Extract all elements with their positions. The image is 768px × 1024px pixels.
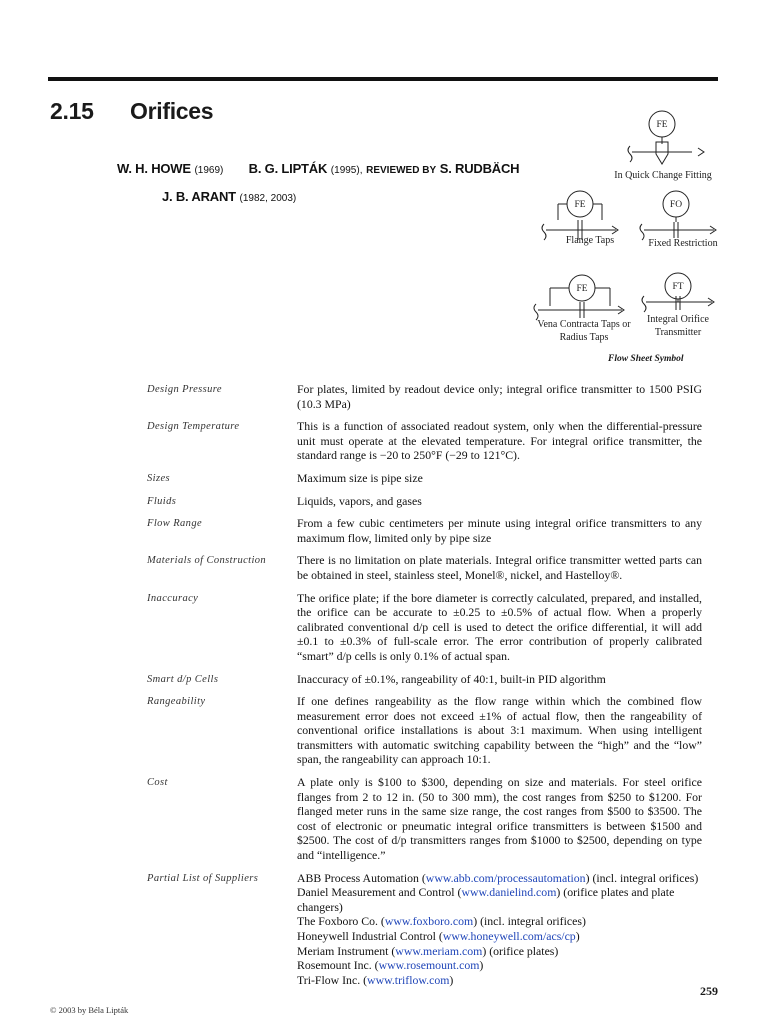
spec-label: Inaccuracy (147, 592, 199, 604)
spec-label: Smart d/p Cells (147, 673, 219, 685)
supplier-link[interactable]: www.honeywell.com/acs/cp (442, 929, 576, 943)
supplier-name: Tri-Flow Inc. (297, 972, 361, 987)
section-title (50, 98, 213, 125)
quick-change-fitting-symbol (628, 111, 704, 164)
supplier-name: Honeywell Industrial Control (297, 929, 436, 943)
symbol-tag: FO (669, 200, 683, 210)
supplier-note: (incl. integral orifices) (480, 914, 586, 929)
flow-sheet-symbols (530, 108, 730, 373)
supplier-item: Meriam Instrument (www.meriam.com) (orifice plates) (297, 943, 559, 958)
spec-label: Sizes (147, 472, 170, 484)
authors-block (117, 156, 519, 212)
author-year: (1982, 2003) (239, 193, 297, 204)
author-name: B. G. LIPTÁK (248, 161, 328, 176)
supplier-link[interactable]: www.triflow.com (367, 972, 450, 987)
supplier-item: Tri-Flow Inc. (www.triflow.com) (297, 972, 454, 987)
spec-text: Liquids, vapors, and gases (297, 493, 422, 508)
spec-row-smart-cells (147, 672, 702, 687)
spec-text: This is a function of associated readout system, only when the differential-pressure unit must operate at the elevated temperature. For integral orifice transmitter, the standard range is −20 to 250°F (−29 to 121°C). (297, 419, 702, 463)
spec-row-design-pressure (147, 382, 702, 411)
symbol-label: Integral Orifice Transmitter (647, 314, 709, 338)
vena-contracta-taps-symbol (534, 275, 624, 320)
supplier-link[interactable]: www.danielind.com (461, 885, 557, 900)
top-rule (48, 77, 718, 81)
supplier-item: Rosemount Inc. (www.rosemount.com) (297, 958, 484, 973)
symbol-tag: FE (574, 200, 586, 210)
fixed-restriction-symbol (640, 191, 716, 240)
spec-text: For plates, limited by readout device only; integral orifice transmitter to 1500 PSIG (10.3 MPa) (297, 382, 702, 411)
supplier-item: Daniel Measurement and Control (www.danielind.com) (orifice plates and plate changers) (297, 885, 675, 914)
spec-text: If one defines rangeability as the flow range within which the combined flow measurement error does not exceed ±1% of actual flow, then the rangeability of conventional orifice installations is about 3:1 maximum. When using intelligent transmitters with automatic switching capability between the “high” and the “low” span, the rangeability can approach 10:1. (297, 694, 702, 767)
author-name: J. B. ARANT (162, 189, 236, 204)
supplier-link[interactable]: www.rosemount.com (378, 958, 480, 973)
spec-row-flow-range (147, 516, 702, 545)
supplier-name: ABB Process Automation (297, 870, 419, 885)
spec-label: Flow Range (147, 518, 203, 530)
supplier-list (297, 871, 702, 988)
spec-table (147, 382, 702, 995)
spec-row-cost (147, 775, 702, 863)
supplier-link[interactable]: www.foxboro.com (384, 914, 474, 929)
spec-text: There is no limitation on plate materials. Integral orifice transmitter wetted parts can be obtained in steel, stainless steel, Monel®, nickel, and Hastelloy®. (297, 553, 702, 582)
supplier-link[interactable]: www.abb.com/processautomation (425, 870, 586, 885)
supplier-name: Rosemount Inc. (297, 958, 372, 973)
symbol-tag: FE (656, 120, 668, 130)
supplier-name: Daniel Measurement and Control (297, 885, 455, 900)
supplier-item: ABB Process Automation (www.abb.com/processautomation) (incl. integral orifices) (297, 870, 699, 885)
supplier-note: (incl. integral orifices) (592, 870, 699, 885)
supplier-item: Honeywell Industrial Control (www.honeywell.com/acs/cp) (297, 929, 580, 943)
spec-label: Partial List of Suppliers (147, 872, 259, 884)
supplier-link[interactable]: www.meriam.com (395, 943, 483, 958)
spec-row-inaccuracy (147, 591, 702, 664)
page-number: 259 (700, 984, 718, 998)
spec-text: A plate only is $100 to $300, depending on size and materials. For steel orifice flanges from 2 to 12 in. (50 to 300 mm), the cost ranges from $250 to $1200. For flanged meter runs in the same size range, the cost ranges from $500 to $3500. The cost of electronic or pneumatic integral orifice transmitters is between $1500 and $2500. The cost of d/p transmitters ranges from $1000 to $2500, depending on type and “intelligence.” (297, 775, 702, 863)
reviewed-by-label: REVIEWED BY (366, 165, 437, 176)
spec-row-sizes (147, 471, 702, 486)
spec-text: Inaccuracy of ±0.1%, rangeability of 40:1, built-in PID algorithm (297, 671, 606, 686)
supplier-note: (orifice plates and plate changers) (297, 885, 675, 914)
reviewer-name: S. RUDBÄCH (439, 161, 520, 176)
flange-taps-symbol (542, 191, 618, 240)
spec-label: Fluids (147, 495, 177, 507)
spec-label: Materials of Construction (147, 555, 267, 567)
spec-text: Maximum size is pipe size (297, 470, 423, 485)
spec-row-rangeability (147, 694, 702, 767)
symbol-tag: FT (672, 282, 684, 292)
spec-text: From a few cubic centimeters per minute using integral orifice transmitters to any maximum flow, limited only by pipe size (297, 516, 702, 545)
author-name: W. H. HOWE (117, 161, 191, 176)
supplier-name: Meriam Instrument (297, 943, 389, 958)
spec-text: The orifice plate; if the bore diameter is correctly calculated, prepared, and installed, the orifice can be accurate to ±0.25 to ±0.5% of actual flow. When a properly calibrated conventional d/p cell is used to detect the orifice differential, it will add ±0.1 to ±0.3% of full-scale error. The error contribution of properly calibrated “smart” d/p cells is only 0.1% of actual span. (297, 590, 702, 663)
symbol-label: Fixed Restriction (648, 238, 718, 249)
author-year: (1969) (194, 165, 224, 176)
spec-row-design-temperature (147, 419, 702, 463)
author-year: (1995), (330, 165, 363, 176)
supplier-note: (orifice plates) (489, 943, 559, 958)
spec-label: Rangeability (147, 696, 206, 708)
flow-sheet-symbols-drawing (530, 108, 730, 348)
spec-row-suppliers (147, 871, 702, 988)
spec-row-materials (147, 553, 702, 582)
section-title-text: Orifices (130, 98, 214, 124)
flow-sheet-caption: Flow Sheet Symbol (608, 354, 684, 364)
section-number: 2.15 (50, 98, 94, 124)
supplier-item: The Foxboro Co. (www.foxboro.com) (incl. integral orifices) (297, 914, 586, 929)
symbol-tag: FE (576, 284, 588, 294)
copyright-notice: © 2003 by Béla Lipták (50, 1005, 129, 1015)
symbol-label: In Quick Change Fitting (614, 170, 712, 181)
symbol-label: Flange Taps (565, 235, 615, 246)
symbol-label: Vena Contracta Taps or Radius Taps (537, 319, 631, 343)
spec-label: Cost (147, 777, 168, 789)
authors-line-1 (117, 156, 519, 184)
spec-row-fluids (147, 494, 702, 509)
spec-label: Design Pressure (147, 384, 222, 395)
authors-line-2 (117, 184, 519, 212)
supplier-name: The Foxboro Co. (297, 914, 378, 929)
integral-orifice-transmitter-symbol (642, 273, 714, 312)
spec-label: Design Temperature (147, 421, 240, 433)
